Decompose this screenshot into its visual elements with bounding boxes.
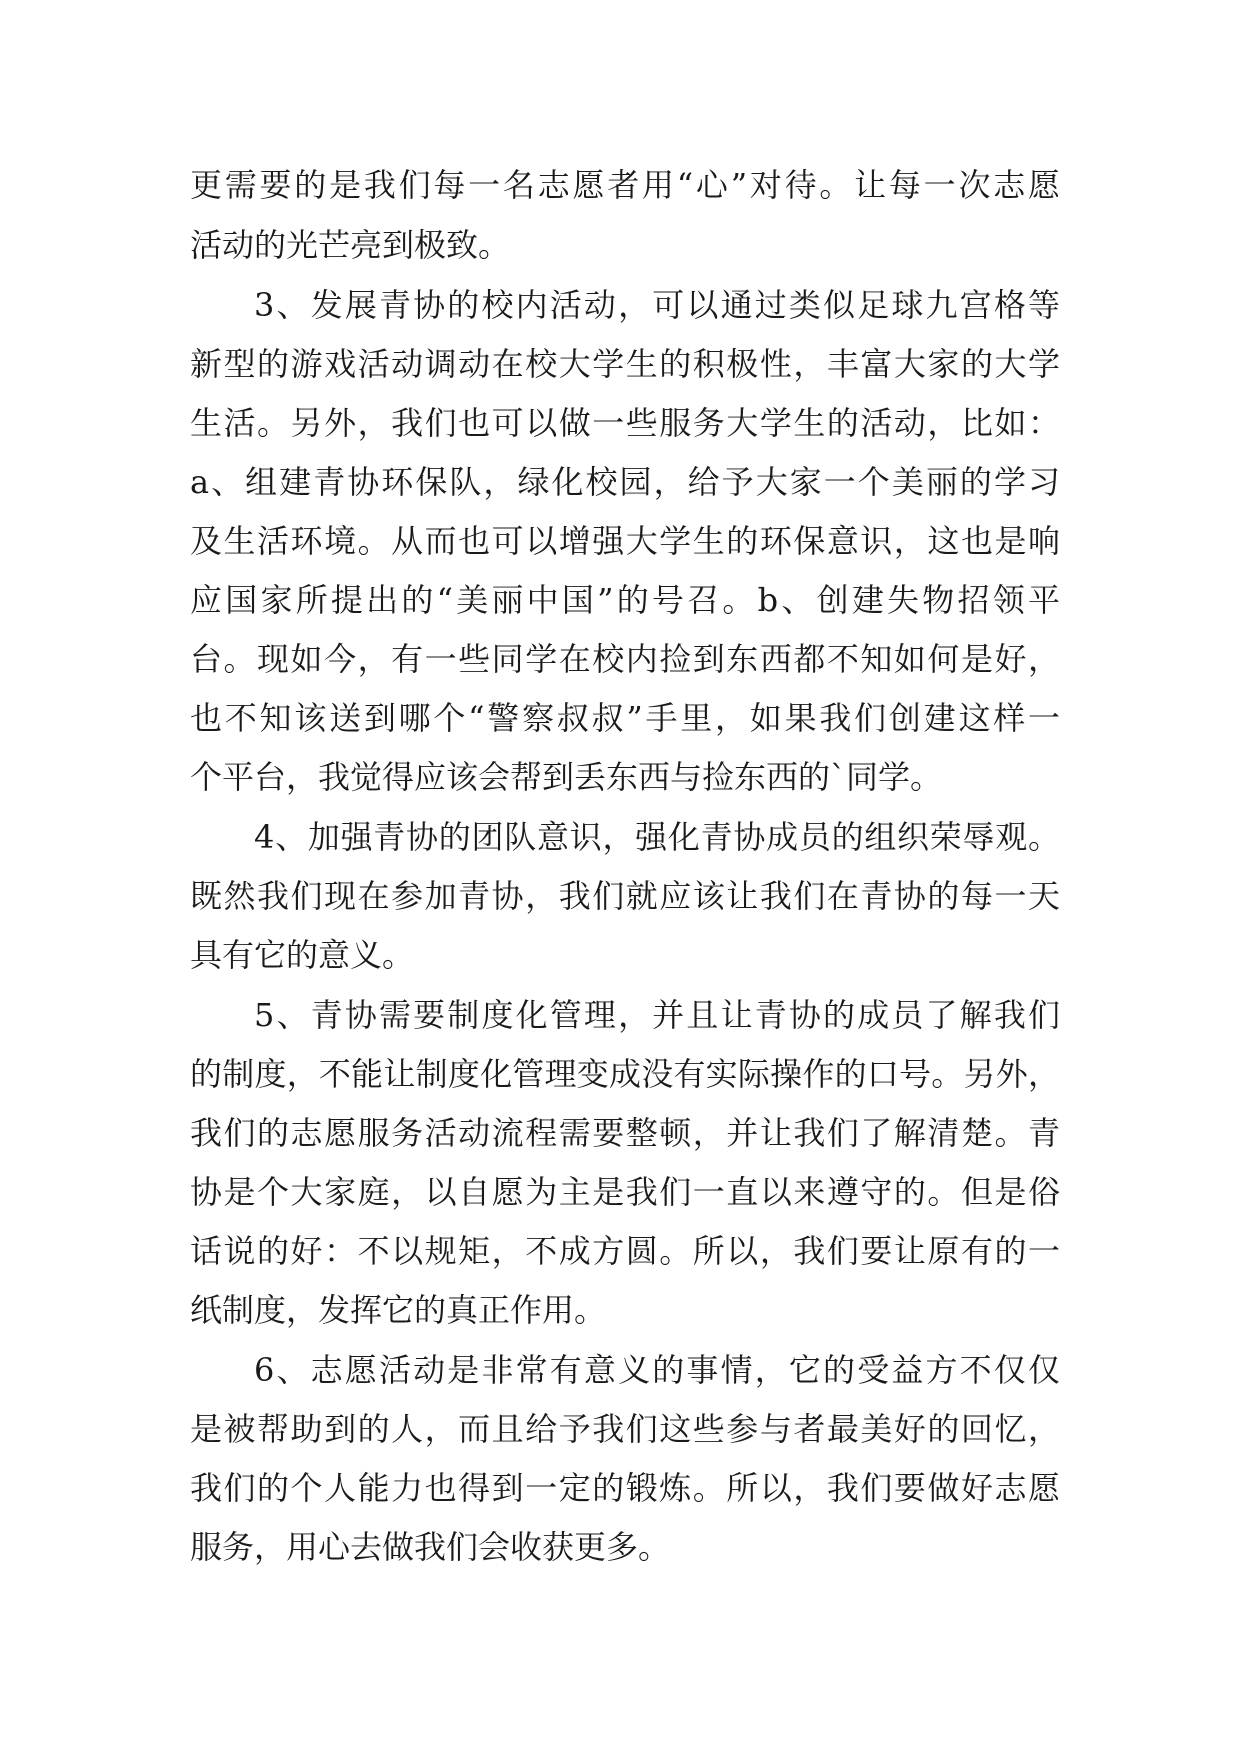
text-line: 纸制度，发挥它的真正作用。 xyxy=(190,1291,607,1329)
text-line: 活动的光芒亮到极致。 xyxy=(190,226,511,264)
text-line: 具有它的意义。 xyxy=(190,936,415,974)
text-line: 我们的志愿服务活动流程需要整顿，并让我们了解清楚。青 xyxy=(190,1114,1060,1152)
paragraph-start-line: 4、加强青协的团队意识，强化青协成员的组织荣辱观。 xyxy=(254,818,1060,856)
paragraph-start-line: 6、志愿活动是非常有意义的事情，它的受益方不仅仅 xyxy=(254,1351,1060,1389)
paragraph-start-line: 5、青协需要制度化管理，并且让青协的成员了解我们 xyxy=(254,996,1060,1034)
paragraph-start-line: 3、发展青协的校内活动，可以通过类似足球九宫格等 xyxy=(254,286,1060,324)
text-line: 是被帮助到的人，而且给予我们这些参与者最美好的回忆， xyxy=(190,1410,1060,1448)
text-line: 生活。另外，我们也可以做一些服务大学生的活动，比如： xyxy=(190,404,1060,442)
text-line: 个平台，我觉得应该会帮到丢东西与捡东西的`同学。 xyxy=(190,758,943,796)
text-line: 更需要的是我们每一名志愿者用“心”对待。让每一次志愿 xyxy=(190,166,1060,204)
text-line: 我们的个人能力也得到一定的锻炼。所以，我们要做好志愿 xyxy=(190,1469,1060,1507)
text-line: 应国家所提出的“美丽中国”的号召。b、创建失物招领平 xyxy=(190,581,1060,619)
text-line: 服务，用心去做我们会收获更多。 xyxy=(190,1528,671,1566)
text-line: 及生活环境。从而也可以增强大学生的环保意识，这也是响 xyxy=(190,522,1060,560)
text-line: 话说的好：不以规矩，不成方圆。所以，我们要让原有的一 xyxy=(190,1232,1060,1270)
text-line: 协是个大家庭，以自愿为主是我们一直以来遵守的。但是俗 xyxy=(190,1173,1060,1211)
text-line: 新型的游戏活动调动在校大学生的积极性，丰富大家的大学 xyxy=(190,345,1060,383)
text-line: 的制度，不能让制度化管理变成没有实际操作的口号。另外， xyxy=(190,1055,1060,1093)
text-line: a、组建青协环保队，绿化校园，给予大家一个美丽的学习 xyxy=(190,463,1060,501)
text-line: 既然我们现在参加青协，我们就应该让我们在青协的每一天 xyxy=(190,877,1060,915)
text-line: 台。现如今，有一些同学在校内捡到东西都不知如何是好， xyxy=(190,640,1060,678)
text-line: 也不知该送到哪个“警察叔叔”手里，如果我们创建这样一 xyxy=(190,699,1060,737)
